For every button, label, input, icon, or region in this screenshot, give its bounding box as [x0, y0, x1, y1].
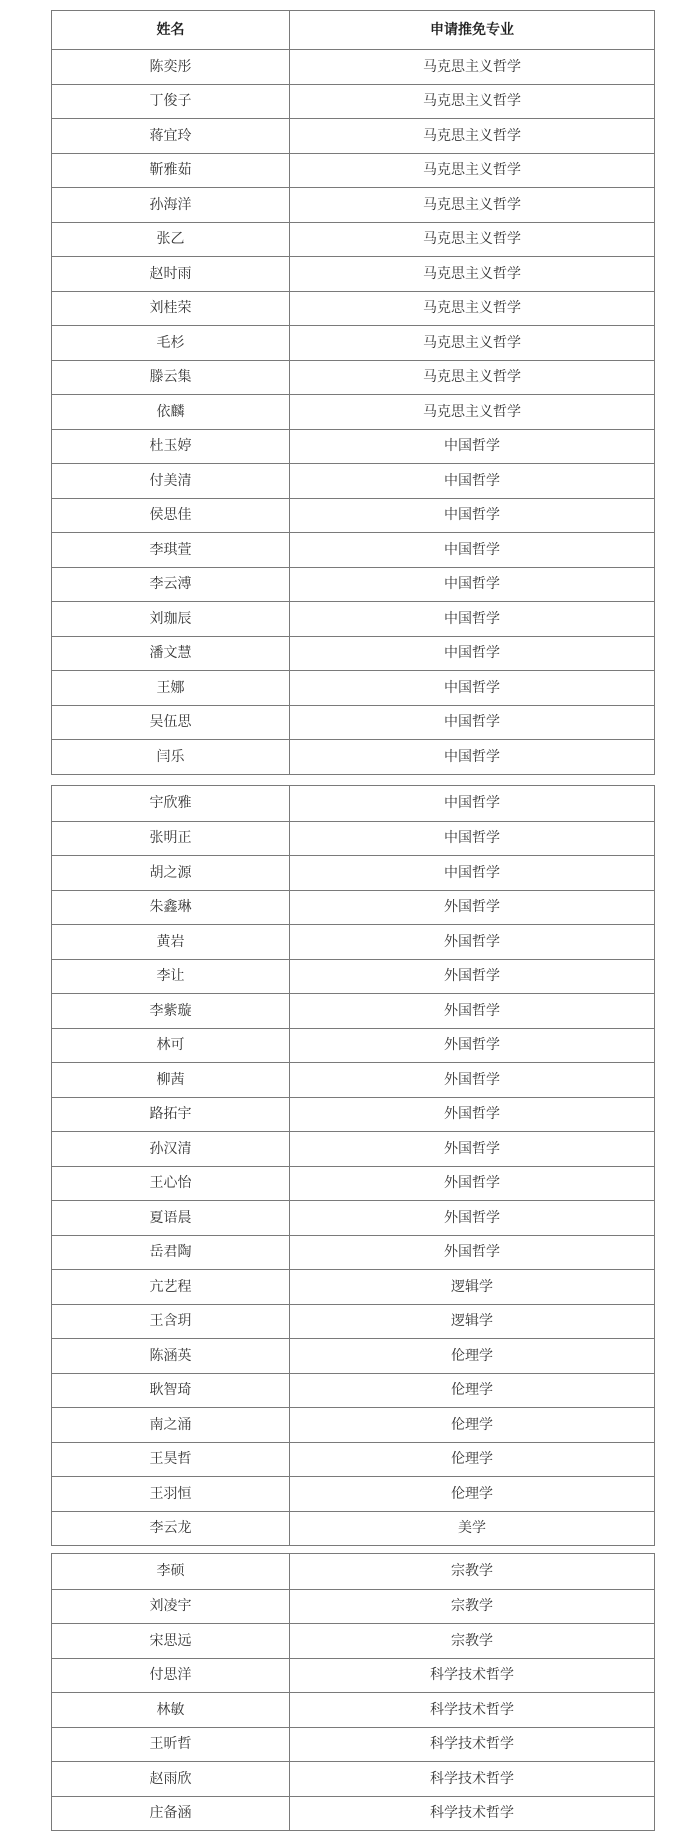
table-row	[52, 187, 654, 222]
major-cell: 中国哲学	[444, 795, 500, 812]
major-cell: 中国哲学	[444, 541, 500, 558]
student-name-cell: 王昊哲	[52, 1443, 290, 1477]
table-row	[52, 463, 654, 498]
student-name-cell: 林敏	[52, 1693, 290, 1727]
major-cell: 伦理学	[451, 1485, 493, 1502]
major-cell: 中国哲学	[444, 438, 500, 455]
major-cell: 马克思主义哲学	[423, 334, 521, 351]
major-cell: 外国哲学	[444, 899, 500, 916]
student-name-cell: 陈涵英	[52, 1339, 290, 1373]
table-row	[52, 1727, 654, 1762]
table-row	[52, 1338, 654, 1373]
student-name-cell: 黄岩	[52, 925, 290, 959]
major-cell: 外国哲学	[444, 1209, 500, 1226]
major-cell: 马克思主义哲学	[423, 231, 521, 248]
major-cell: 马克思主义哲学	[423, 93, 521, 110]
student-name-cell: 孙汉清	[52, 1132, 290, 1166]
table-row	[52, 429, 654, 464]
major-cell: 外国哲学	[444, 1071, 500, 1088]
major-cell: 中国哲学	[444, 576, 500, 593]
major-cell: 外国哲学	[444, 933, 500, 950]
student-name-cell: 张明正	[52, 822, 290, 856]
student-name-cell: 刘凌宇	[52, 1590, 290, 1624]
student-name-cell: 王娜	[52, 671, 290, 705]
table-row	[52, 1028, 654, 1063]
header-name: 姓名	[52, 11, 290, 49]
table-row	[52, 498, 654, 533]
major-cell: 马克思主义哲学	[423, 58, 521, 75]
student-name-cell: 靳雅茹	[52, 154, 290, 188]
table-row	[52, 924, 654, 959]
student-name-cell: 南之涌	[52, 1408, 290, 1442]
student-name-cell: 潘文慧	[52, 637, 290, 671]
student-name-cell: 夏语晨	[52, 1201, 290, 1235]
table-row	[52, 1062, 654, 1097]
table-row	[52, 855, 654, 890]
student-name-cell: 耿智琦	[52, 1374, 290, 1408]
major-cell: 中国哲学	[444, 830, 500, 847]
table-row	[52, 1131, 654, 1166]
table-row	[52, 1097, 654, 1132]
student-name-cell: 亢艺程	[52, 1270, 290, 1304]
table-row	[52, 1442, 654, 1477]
student-name-cell: 李云龙	[52, 1512, 290, 1546]
student-name-cell: 张乙	[52, 223, 290, 257]
major-cell: 中国哲学	[444, 748, 500, 765]
table-row	[52, 705, 654, 740]
table-row	[52, 1373, 654, 1408]
table-row	[52, 256, 654, 291]
student-name-cell: 赵时雨	[52, 257, 290, 291]
major-cell: 科学技术哲学	[430, 1770, 514, 1787]
major-cell: 科学技术哲学	[430, 1736, 514, 1753]
major-cell: 伦理学	[451, 1416, 493, 1433]
major-cell: 伦理学	[451, 1451, 493, 1468]
table-row	[52, 1407, 654, 1442]
major-cell: 伦理学	[451, 1382, 493, 1399]
header-major: 申请推免专业	[430, 22, 514, 38]
table-row	[52, 394, 654, 429]
student-name-cell: 林可	[52, 1029, 290, 1063]
table-header-row	[52, 11, 654, 49]
student-name-cell: 朱鑫琳	[52, 891, 290, 925]
student-name-cell: 李云溥	[52, 568, 290, 602]
student-name-cell: 庄备涵	[52, 1797, 290, 1831]
major-cell: 伦理学	[451, 1347, 493, 1364]
table-row	[52, 360, 654, 395]
major-cell: 中国哲学	[444, 679, 500, 696]
table-row	[52, 291, 654, 326]
table-row	[52, 786, 654, 821]
table-row	[52, 1692, 654, 1727]
major-cell: 外国哲学	[444, 1106, 500, 1123]
student-name-cell: 王心怡	[52, 1167, 290, 1201]
student-name-cell: 宇欣雅	[52, 786, 290, 821]
table-row	[52, 1476, 654, 1511]
table-row	[52, 1235, 654, 1270]
major-cell: 马克思主义哲学	[423, 403, 521, 420]
table-row	[52, 532, 654, 567]
table-block-3	[51, 1553, 655, 1831]
student-name-cell: 岳君陶	[52, 1236, 290, 1270]
major-cell: 科学技术哲学	[430, 1667, 514, 1684]
table-row	[52, 1623, 654, 1658]
table-row	[52, 118, 654, 153]
major-cell: 马克思主义哲学	[423, 369, 521, 386]
major-cell: 逻辑学	[451, 1278, 493, 1295]
major-cell: 中国哲学	[444, 472, 500, 489]
student-name-cell: 柳茜	[52, 1063, 290, 1097]
table-block-1	[51, 10, 655, 775]
table-row	[52, 1511, 654, 1546]
student-name-cell: 刘桂荣	[52, 292, 290, 326]
student-name-cell: 孙海洋	[52, 188, 290, 222]
major-cell: 马克思主义哲学	[423, 265, 521, 282]
table-row	[52, 601, 654, 636]
student-name-cell: 路拓宇	[52, 1098, 290, 1132]
student-name-cell: 毛杉	[52, 326, 290, 360]
table-row	[52, 890, 654, 925]
student-name-cell: 刘珈辰	[52, 602, 290, 636]
table-row	[52, 821, 654, 856]
student-name-cell: 李让	[52, 960, 290, 994]
table-block-2	[51, 785, 655, 1546]
student-name-cell: 胡之源	[52, 856, 290, 890]
major-cell: 马克思主义哲学	[423, 196, 521, 213]
student-name-cell: 王羽恒	[52, 1477, 290, 1511]
major-cell: 科学技术哲学	[430, 1701, 514, 1718]
major-cell: 外国哲学	[444, 1002, 500, 1019]
major-cell: 马克思主义哲学	[423, 127, 521, 144]
major-cell: 宗教学	[451, 1632, 493, 1649]
student-name-cell: 赵雨欣	[52, 1762, 290, 1796]
major-cell: 马克思主义哲学	[423, 162, 521, 179]
student-name-cell: 宋思远	[52, 1624, 290, 1658]
major-cell: 宗教学	[451, 1598, 493, 1615]
student-name-cell: 滕云集	[52, 361, 290, 395]
major-cell: 外国哲学	[444, 1244, 500, 1261]
major-cell: 中国哲学	[444, 714, 500, 731]
table-row	[52, 1554, 654, 1589]
student-name-cell: 付美清	[52, 464, 290, 498]
student-name-cell: 闫乐	[52, 740, 290, 774]
table-row	[52, 739, 654, 774]
major-cell: 外国哲学	[444, 1037, 500, 1054]
major-cell: 中国哲学	[444, 507, 500, 524]
major-cell: 外国哲学	[444, 968, 500, 985]
student-name-cell: 吴伍思	[52, 706, 290, 740]
table-row	[52, 670, 654, 705]
table-row	[52, 1269, 654, 1304]
table-row	[52, 1304, 654, 1339]
table-row	[52, 1796, 654, 1831]
table-row	[52, 959, 654, 994]
table-row	[52, 49, 654, 84]
student-name-cell: 李琪萱	[52, 533, 290, 567]
major-cell: 逻辑学	[451, 1313, 493, 1330]
table-row	[52, 1166, 654, 1201]
major-cell: 马克思主义哲学	[423, 300, 521, 317]
table-row	[52, 1589, 654, 1624]
student-name-cell: 王含玥	[52, 1305, 290, 1339]
student-name-cell: 李硕	[52, 1554, 290, 1589]
major-cell: 中国哲学	[444, 864, 500, 881]
major-cell: 外国哲学	[444, 1140, 500, 1157]
table-row	[52, 993, 654, 1028]
table-row	[52, 1658, 654, 1693]
student-name-cell: 侯思佳	[52, 499, 290, 533]
student-name-cell: 蒋宜玲	[52, 119, 290, 153]
student-name-cell: 陈奕彤	[52, 50, 290, 84]
table-row	[52, 567, 654, 602]
student-name-cell: 付思洋	[52, 1659, 290, 1693]
table-row	[52, 325, 654, 360]
student-name-cell: 李紫璇	[52, 994, 290, 1028]
table-row	[52, 84, 654, 119]
major-cell: 中国哲学	[444, 645, 500, 662]
major-cell: 宗教学	[451, 1563, 493, 1580]
table-row	[52, 1200, 654, 1235]
student-name-cell: 依麟	[52, 395, 290, 429]
student-name-cell: 杜玉婷	[52, 430, 290, 464]
major-cell: 外国哲学	[444, 1175, 500, 1192]
major-cell: 科学技术哲学	[430, 1805, 514, 1822]
table-row	[52, 1761, 654, 1796]
student-name-cell: 王昕哲	[52, 1728, 290, 1762]
student-name-cell: 丁俊子	[52, 85, 290, 119]
table-row	[52, 153, 654, 188]
table-row	[52, 636, 654, 671]
major-cell: 中国哲学	[444, 610, 500, 627]
table-row	[52, 222, 654, 257]
major-cell: 美学	[458, 1520, 486, 1537]
